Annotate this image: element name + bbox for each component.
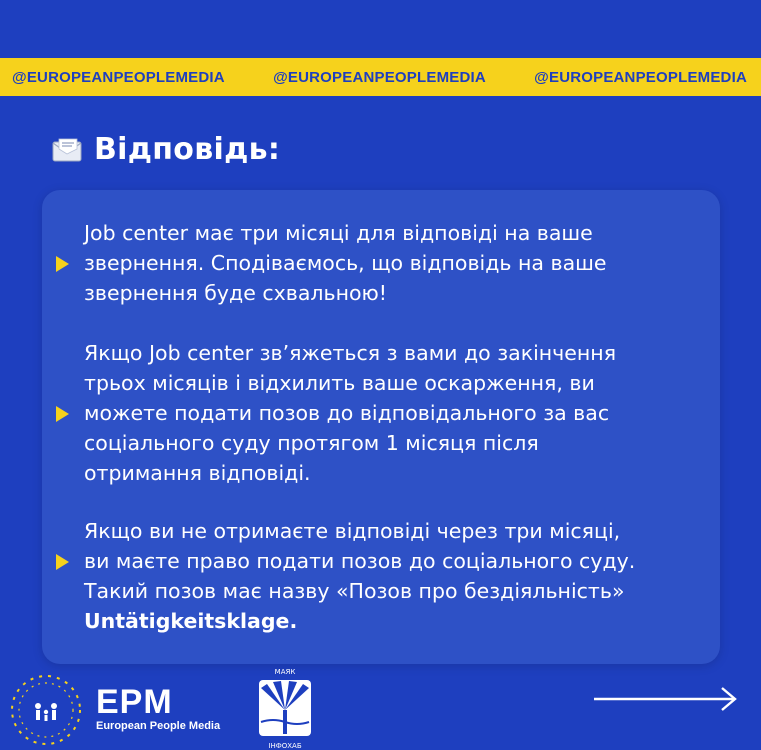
handle-text: @EUROPEANPEOPLEMEDIA: [12, 68, 225, 86]
text-line: трьох місяців і відхилить ваше оскарження, ви: [84, 371, 595, 395]
handle-text: @EUROPEANPEOPLEMEDIA: [273, 68, 486, 86]
partner-name-bottom: ІНФОХАБ: [268, 742, 302, 750]
text-line: можете подати позов до відповідального за вас: [84, 401, 610, 425]
paragraph: [84, 516, 704, 636]
bullet-arrow-icon: [56, 554, 69, 570]
brand-name: European People Media: [96, 720, 221, 732]
arrow-right-icon[interactable]: [590, 684, 740, 714]
envelope-icon: [52, 137, 82, 163]
text-line: Якщо Job center зв’яжеться з вами до закінчення: [84, 341, 617, 365]
paragraph: [84, 338, 704, 488]
answer-card: [42, 190, 720, 664]
page-title: Відповідь:: [94, 132, 281, 167]
footer: [0, 664, 761, 750]
text-line: отримання відповіді.: [84, 461, 311, 485]
bullet-arrow-icon: [56, 406, 69, 422]
text-line: ви маєте право подати позов до соціального суду.: [84, 549, 636, 573]
mayak-logo: [252, 668, 318, 750]
partner-name-top: МАЯК: [274, 668, 296, 676]
bullet-arrow-icon: [56, 256, 69, 272]
term-bold: Untätigkeitsklage.: [84, 609, 298, 633]
text-line: Якщо ви не отримаєте відповіді через три місяці,: [84, 519, 621, 543]
text-line: звернення буде схвальною!: [84, 281, 388, 305]
text-line: Job center має три місяці для відповіді на ваше: [84, 221, 593, 245]
epm-logo: [96, 683, 221, 732]
lighthouse-icon: [257, 678, 313, 738]
brand-abbrev: EPM: [96, 683, 173, 721]
text-line: соціального суду протягом 1 місяця після: [84, 431, 539, 455]
handle-text: @EUROPEANPEOPLEMEDIA: [534, 68, 747, 86]
paragraph: [84, 218, 704, 308]
section-heading: [52, 132, 280, 167]
text-line: Такий позов має назву «Позов про бездіяльність»: [84, 579, 625, 603]
epm-emblem-icon: [8, 672, 84, 748]
handle-banner: [0, 58, 761, 96]
text-line: звернення. Сподіваємось, що відповідь на ваше: [84, 251, 607, 275]
